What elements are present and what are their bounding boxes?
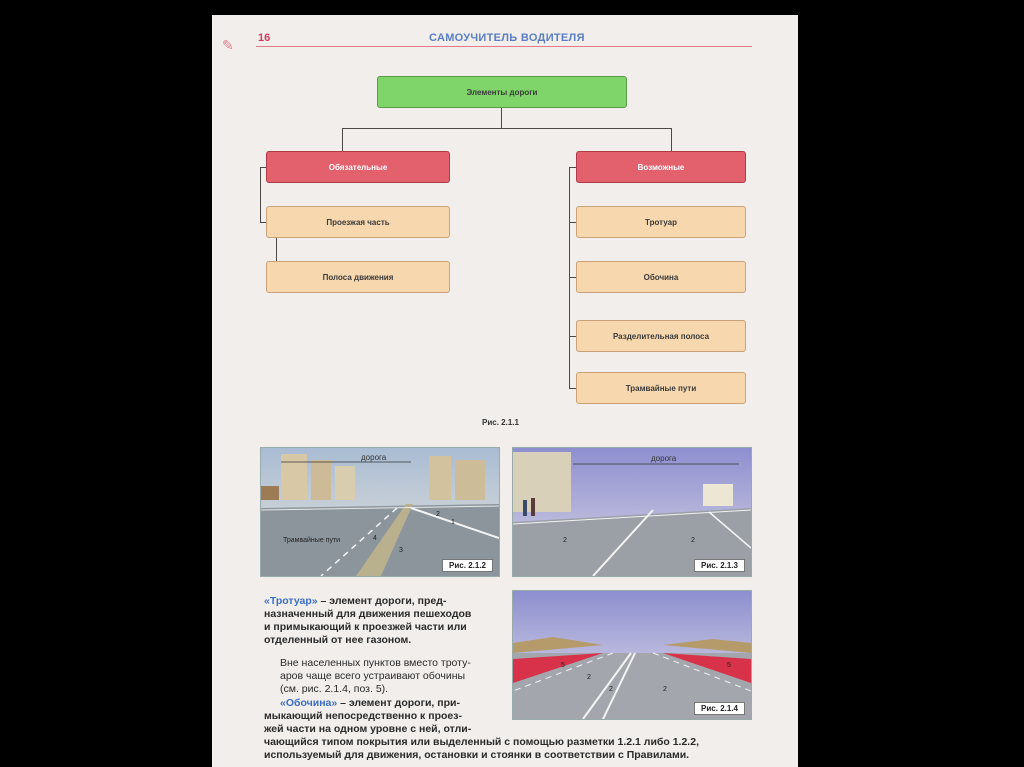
mark-number: 4: [373, 535, 377, 542]
text-line: (см. рис. 2.1.4, поз. 5).: [280, 683, 389, 695]
sidewalk-term: «Тротуар»: [264, 595, 318, 607]
diagram-caption: Рис. 2.1.1: [482, 418, 519, 427]
mark-number: 2: [436, 511, 440, 518]
mark-number: 3: [399, 547, 403, 554]
text-line: чающийся типом покрытия или выделенный с помощью разметки 1.2.1 либо 1.2.2,: [264, 736, 699, 748]
textbook-page: [212, 15, 798, 767]
figure-city-road-tram: [260, 447, 500, 577]
possible-category-box: Возможные: [576, 151, 746, 183]
diagram-item-box: Обочина: [576, 261, 746, 293]
header-rule: [256, 46, 752, 47]
road-label: дорога: [651, 454, 677, 463]
diagram-item-box: Трамвайные пути: [576, 372, 746, 404]
connector-line: [260, 167, 261, 222]
text-line: отделенный от нее газоном.: [264, 634, 412, 646]
mark-number: 5: [561, 662, 565, 669]
mark-number: 2: [563, 537, 567, 544]
connector-line: [569, 336, 576, 337]
text-line: мыкающий непосредственно к проез-: [264, 710, 462, 722]
diagram-root-box: Элементы дороги: [377, 76, 627, 108]
note-paragraph: [280, 657, 502, 696]
page-number: 16: [258, 32, 271, 44]
mark-number: 2: [609, 686, 613, 693]
mark-number: 2: [691, 537, 695, 544]
text-line: аров чаще всего устраивают обочины: [280, 670, 466, 682]
diagram-item-box: Тротуар: [576, 206, 746, 238]
diagram-item-box: Полоса движения: [266, 261, 450, 293]
figure-label: Рис. 2.1.2: [442, 559, 493, 572]
text-line: жей части на одном уровне с ней, отли-: [264, 723, 472, 735]
connector-line: [569, 388, 576, 389]
connector-line: [569, 277, 576, 278]
shoulder-term: «Обочина»: [280, 697, 338, 709]
figure-road-sidewalk: [512, 447, 752, 577]
connector-line: [569, 222, 576, 223]
text-line: и примыкающий к проезжей части или: [264, 621, 467, 633]
mark-number: 2: [663, 686, 667, 693]
mark-number: 5: [727, 662, 731, 669]
diagram-item-box: Проезжая часть: [266, 206, 450, 238]
connector-line: [671, 128, 672, 151]
text-line: используемый для движения, остановки и стоянки в соответствии с Правилами.: [264, 749, 690, 761]
text-line: – элемент дороги, при-: [337, 697, 460, 709]
shoulder-definition: [264, 697, 764, 762]
text-line: назначенный для движения пешеходов: [264, 608, 472, 620]
sidewalk-definition: [264, 595, 502, 647]
text-line: Вне населенных пунктов вместо троту-: [280, 657, 471, 669]
road-label: дорога: [361, 453, 387, 462]
book-title: САМОУЧИТЕЛЬ ВОДИТЕЛЯ: [429, 32, 585, 44]
tram-label: Трамвайные пути: [283, 537, 341, 544]
diagram-item-box: Разделительная полоса: [576, 320, 746, 352]
figure-label: Рис. 2.1.3: [694, 559, 745, 572]
connector-line: [501, 108, 502, 128]
mark-number: 1: [451, 519, 455, 526]
connector-line: [342, 128, 671, 129]
pencil-mark-icon: ✎: [222, 37, 234, 53]
figure-label: Рис. 2.1.4: [694, 702, 745, 715]
text-line: – элемент дороги, пред-: [317, 595, 447, 607]
mark-number: 2: [587, 674, 591, 681]
connector-line: [569, 167, 576, 168]
mandatory-category-box: Обязательные: [266, 151, 450, 183]
connector-line: [342, 128, 343, 151]
